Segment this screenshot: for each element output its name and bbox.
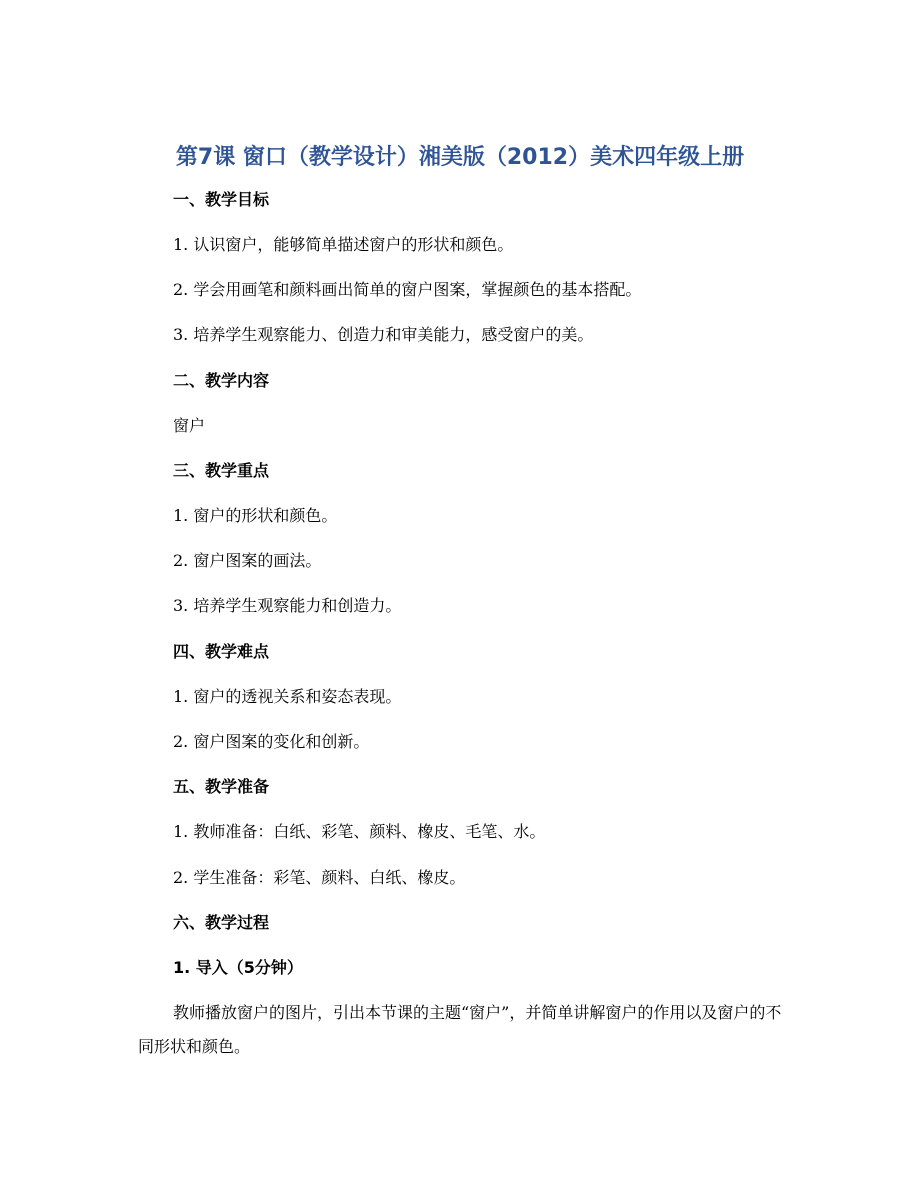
process-step-paragraph: 教师播放窗户的图片，引出本节课的主题“窗户”，并简单讲解窗户的作用以及窗户的不同形状和颜色。 <box>138 1003 782 1056</box>
key-point-item-3: 3. 培养学生观察能力和创造力。 <box>173 596 402 615</box>
key-point-item-2: 2. 窗户图案的画法。 <box>173 551 322 570</box>
section-heading-difficulties: 四、教学难点 <box>173 642 270 661</box>
section-heading-preparation: 五、教学准备 <box>173 777 270 796</box>
objective-item-3: 3. 培养学生观察能力、创造力和审美能力，感受窗户的美。 <box>173 325 594 344</box>
preparation-item-1: 1. 教师准备：白纸、彩笔、颜料、橡皮、毛笔、水。 <box>173 822 546 841</box>
section-heading-process: 六、教学过程 <box>173 913 270 932</box>
objective-item-2: 2. 学会用画笔和颜料画出简单的窗户图案，掌握颜色的基本搭配。 <box>173 280 642 299</box>
difficulty-item-1: 1. 窗户的透视关系和姿态表现。 <box>173 687 402 706</box>
objective-item-1: 1. 认识窗户，能够简单描述窗户的形状和颜色。 <box>173 235 514 254</box>
difficulty-item-2: 2. 窗户图案的变化和创新。 <box>173 732 370 751</box>
section-heading-key-points: 三、教学重点 <box>173 461 270 480</box>
key-point-item-1: 1. 窗户的形状和颜色。 <box>173 506 338 525</box>
section-heading-objectives: 一、教学目标 <box>173 190 270 209</box>
document-title: 第7课 窗口（教学设计）湘美版（2012）美术四年级上册 <box>175 145 745 170</box>
process-step-heading: 1. 导入（5分钟） <box>173 958 303 977</box>
preparation-item-2: 2. 学生准备：彩笔、颜料、白纸、橡皮。 <box>173 868 466 887</box>
section-heading-content: 二、教学内容 <box>173 371 270 390</box>
content-item-1: 窗户 <box>173 416 206 435</box>
